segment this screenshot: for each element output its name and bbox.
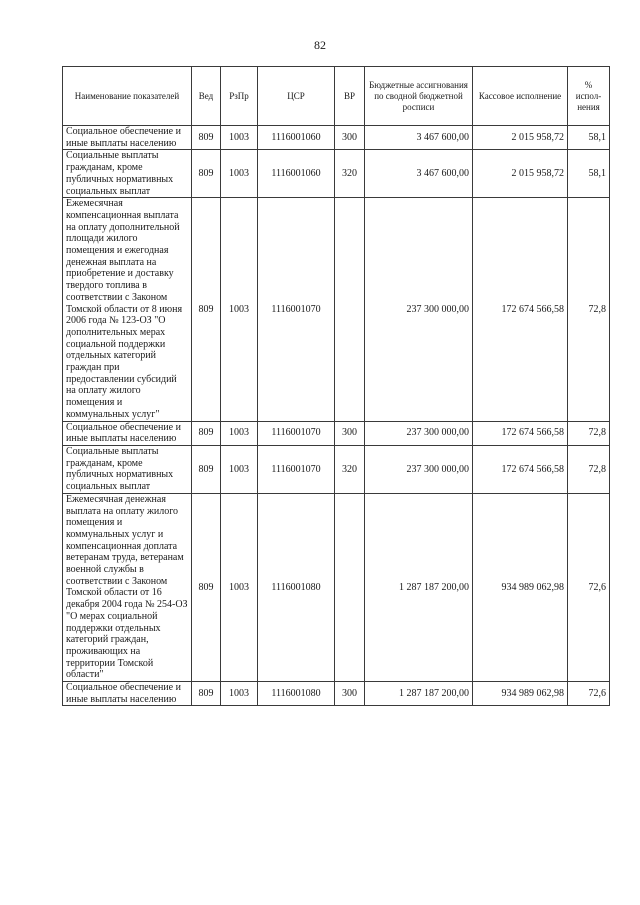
cell-csr: 1116001070	[258, 198, 335, 421]
cell-vr: 300	[335, 126, 365, 150]
cell-csr: 1116001080	[258, 682, 335, 706]
cell-csr: 1116001070	[258, 421, 335, 445]
cell-budget: 3 467 600,00	[365, 126, 473, 150]
cell-rzpr: 1003	[221, 445, 258, 493]
cell-budget: 1 287 187 200,00	[365, 493, 473, 681]
cell-name: Социальные выплаты гражданам, кроме публичных нормативных социальных выплат	[63, 445, 192, 493]
table-row	[63, 682, 610, 706]
table-header-row	[63, 67, 610, 126]
cell-budget: 3 467 600,00	[365, 150, 473, 198]
cell-csr: 1116001070	[258, 445, 335, 493]
cell-csr: 1116001060	[258, 126, 335, 150]
cell-vr	[335, 198, 365, 421]
cell-rzpr: 1003	[221, 126, 258, 150]
cell-ved: 809	[192, 126, 221, 150]
cell-cash: 934 989 062,98	[473, 682, 568, 706]
cell-name: Социальное обеспечение и иные выплаты населению	[63, 126, 192, 150]
cell-rzpr: 1003	[221, 493, 258, 681]
cell-name: Социальное обеспечение и иные выплаты населению	[63, 682, 192, 706]
cell-csr: 1116001060	[258, 150, 335, 198]
cell-percent: 72,8	[568, 421, 610, 445]
cell-vr	[335, 493, 365, 681]
cell-name: Социальное обеспечение и иные выплаты населению	[63, 421, 192, 445]
cell-cash: 2 015 958,72	[473, 150, 568, 198]
header-csr: ЦСР	[258, 67, 335, 126]
cell-rzpr: 1003	[221, 421, 258, 445]
table-row	[63, 421, 610, 445]
cell-percent: 58,1	[568, 150, 610, 198]
table-row	[63, 198, 610, 421]
header-budget: Бюджетные ассигнования по сводной бюджетной росписи	[365, 67, 473, 126]
cell-cash: 934 989 062,98	[473, 493, 568, 681]
cell-ved: 809	[192, 493, 221, 681]
cell-cash: 172 674 566,58	[473, 445, 568, 493]
cell-percent: 58,1	[568, 126, 610, 150]
cell-cash: 172 674 566,58	[473, 421, 568, 445]
cell-rzpr: 1003	[221, 150, 258, 198]
cell-vr: 320	[335, 150, 365, 198]
cell-vr: 320	[335, 445, 365, 493]
cell-budget: 237 300 000,00	[365, 198, 473, 421]
cell-name: Социальные выплаты гражданам, кроме публичных нормативных социальных выплат	[63, 150, 192, 198]
table-row	[63, 445, 610, 493]
header-ved: Вед	[192, 67, 221, 126]
cell-percent: 72,6	[568, 493, 610, 681]
cell-ved: 809	[192, 421, 221, 445]
header-rzpr: РзПр	[221, 67, 258, 126]
cell-budget: 237 300 000,00	[365, 421, 473, 445]
header-vr: ВР	[335, 67, 365, 126]
header-percent: % испол- нения	[568, 67, 610, 126]
header-cash: Кассовое исполнение	[473, 67, 568, 126]
table-row	[63, 493, 610, 681]
cell-percent: 72,8	[568, 198, 610, 421]
cell-csr: 1116001080	[258, 493, 335, 681]
cell-rzpr: 1003	[221, 682, 258, 706]
cell-name: Ежемесячная денежная выплата на оплату жилого помещения и коммунальных услуг и компенсационная доплата ветеранам труда, ветеранам военной службы в соответствии с Законом Томской области от 16 декабря 2004 года № 254-ОЗ "О мерах социальной поддержки отдельных категорий граждан, проживающих на территории Томской области"	[63, 493, 192, 681]
header-name: Наименование показателей	[63, 67, 192, 126]
cell-vr: 300	[335, 421, 365, 445]
budget-execution-table	[62, 66, 610, 706]
cell-percent: 72,6	[568, 682, 610, 706]
cell-cash: 2 015 958,72	[473, 126, 568, 150]
table-row	[63, 126, 610, 150]
cell-vr: 300	[335, 682, 365, 706]
cell-name: Ежемесячная компенсационная выплата на оплату дополнительной площади жилого помещения и ежегодная денежная выплата на приобретение и доставку твердого топлива в соответствии с Законом Томской области от 8 июня 2006 года № 123-ОЗ "О дополнительных мерах социальной поддержки отдельных категорий граждан при предоставлении субсидий на оплату жилого помещения и коммунальных услуг"	[63, 198, 192, 421]
cell-ved: 809	[192, 682, 221, 706]
cell-cash: 172 674 566,58	[473, 198, 568, 421]
cell-budget: 237 300 000,00	[365, 445, 473, 493]
cell-rzpr: 1003	[221, 198, 258, 421]
cell-budget: 1 287 187 200,00	[365, 682, 473, 706]
cell-ved: 809	[192, 198, 221, 421]
cell-percent: 72,8	[568, 445, 610, 493]
table-row	[63, 150, 610, 198]
page-number: 82	[314, 38, 326, 52]
cell-ved: 809	[192, 445, 221, 493]
cell-ved: 809	[192, 150, 221, 198]
